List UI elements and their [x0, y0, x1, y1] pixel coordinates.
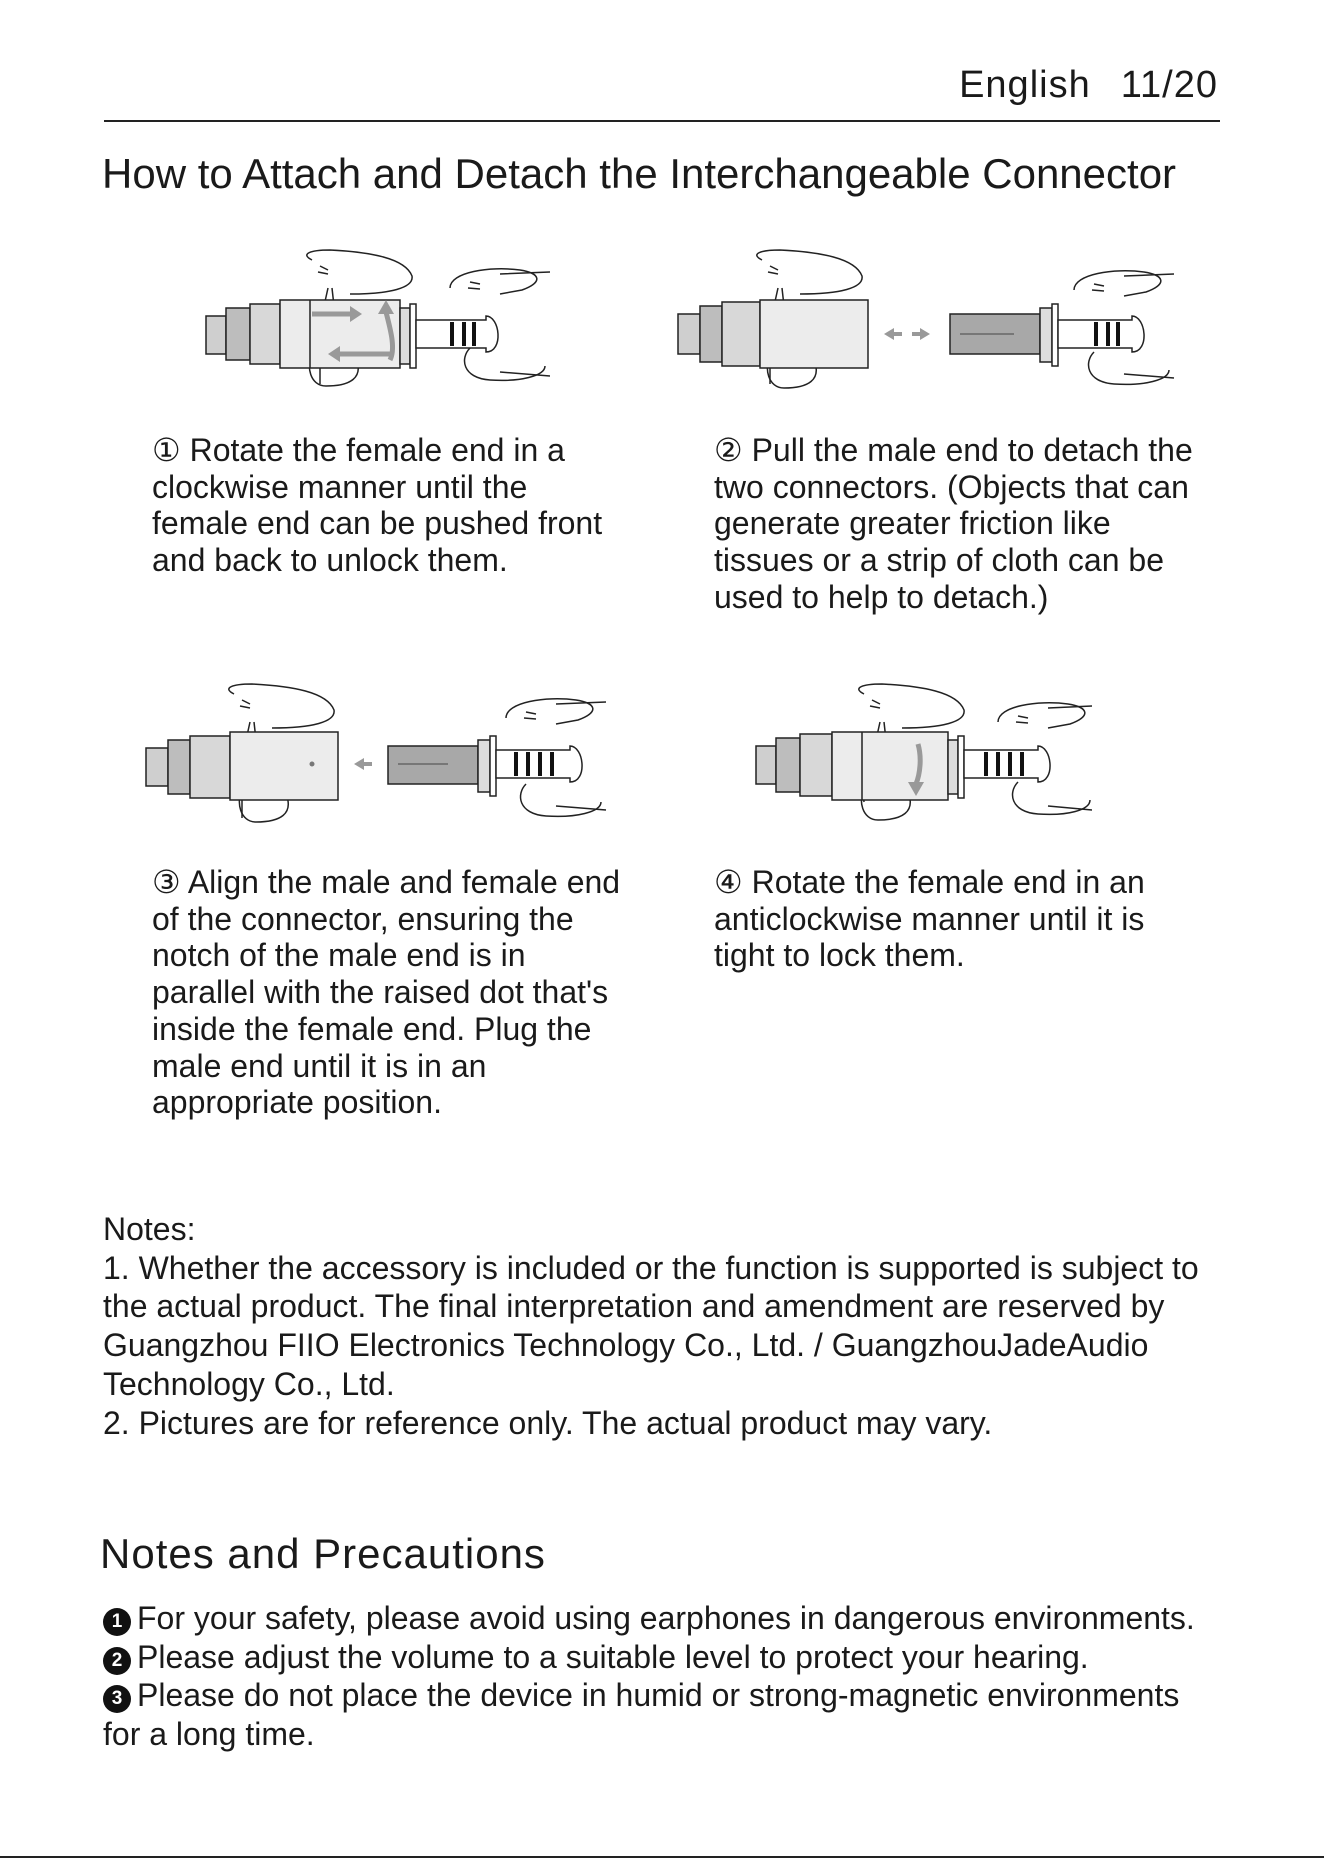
- section-title-precautions: Notes and Precautions: [100, 1530, 546, 1577]
- precaution-text-1: For your safety, please avoid using earphones in dangerous environments.: [137, 1600, 1195, 1636]
- number-2-bullet-icon: 2: [103, 1647, 131, 1675]
- section-title-attach-detach: How to Attach and Detach the Interchangeable Connector: [102, 150, 1177, 197]
- header-language: English: [959, 64, 1091, 106]
- precaution-item-3: [103, 1676, 1223, 1753]
- header-text: [929, 64, 1218, 107]
- notes-heading: Notes:: [103, 1211, 196, 1247]
- precaution-text-3: Please do not place the device in humid or strong-magnetic environments for a long time.: [103, 1677, 1180, 1753]
- step-4-text: ④ Rotate the female end in an anticlockwise manner until it is tight to lock them.: [714, 864, 1145, 974]
- figure-step-1: [200, 248, 550, 398]
- precaution-item-1: [103, 1599, 1223, 1638]
- precautions-list: [103, 1599, 1223, 1754]
- bottom-rule: [0, 1856, 1324, 1858]
- precaution-item-2: [103, 1638, 1223, 1677]
- page-header: [104, 64, 1220, 122]
- figure-step-3: [142, 680, 612, 830]
- header-page-number: 11/20: [1120, 64, 1218, 106]
- figure-step-2: [674, 248, 1194, 398]
- number-3-bullet-icon: 3: [103, 1685, 131, 1713]
- figure-step-4: [752, 680, 1092, 830]
- notes-block: [103, 1210, 1223, 1442]
- number-1-bullet-icon: 1: [103, 1608, 131, 1636]
- step-2-text: ② Pull the male end to detach the two connectors. (Objects that can generate greater friction like tissues or a strip of cloth can be used to help to detach.): [714, 432, 1193, 615]
- step-1-text: ① Rotate the female end in a clockwise manner until the female end can be pushed front and back to unlock them.: [152, 432, 603, 579]
- note-item-2: 2. Pictures are for reference only. The actual product may vary.: [103, 1404, 993, 1441]
- step-3-text: ③ Align the male and female end of the connector, ensuring the notch of the male end is in parallel with the raised dot that's inside the female end. Plug the male end until it is in an appropriate position.: [152, 864, 621, 1121]
- note-item-1: 1. Whether the accessory is included or the function is supported is subject to the actual product. The final interpretation and amendment are reserved by Guangzhou FIIO Electronics Technology Co., Ltd. / GuangzhouJadeAudio Technology Co., Ltd.: [103, 1249, 1199, 1402]
- precaution-text-2: Please adjust the volume to a suitable level to protect your hearing.: [137, 1638, 1089, 1675]
